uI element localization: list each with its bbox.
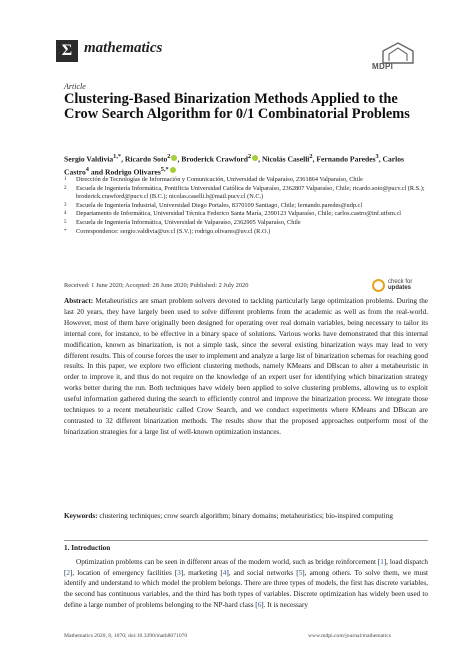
section-divider: [64, 540, 428, 541]
author-name: Fernando Paredes: [316, 154, 376, 164]
check-updates-line2: updates: [388, 285, 412, 291]
journal-logo-icon: Σ: [56, 40, 78, 62]
abstract-text: Metaheuristics are smart problem solvers devoted to tackling particularly large optimization problems. During the last 20 years, they have largely been used to solve different problems from the academic as well as from the real-world. However, most of them have originally been designed for operating over real domain variables, being necessary to tailor its internal core, for instance, to be effective in a binary space of solutions. Various works have demonstrated that this internal modification, known as binarization, is not a simple task, since the several existing binarization ways may lead to very different results. This of course forces the user to implement and analyze a large list of binarization schemas for reaching good results. In this paper, we explore two efficient clustering methods, namely KMeans and DBscan to alter a metaheuristic in order to improve it, and thus do not require on the knowledge of an expert user for identifying which binarization strategy works better during the run. Both techniques have widely been applied to solve clustering problems, allowing us to exploit useful information gathered during the search to efficiently control and improve the binarization process. We integrate those techniques to a recent metaheuristic called Crow Search, and we conduct experiments where KMeans and DBscan are contrasted to 32 different binarization methods. The results show that the proposed approaches outperform most of the binarization strategies for a large list of well-known optimization instances.: [64, 297, 428, 436]
author-affiliation-mark: 1,*: [113, 153, 122, 160]
affiliation-list: [64, 176, 428, 236]
correspondence-item: * Correspondence: sergio.valdivia@uv.cl (S.V.); rodrigo.olivares@uv.cl (R.O.): [64, 227, 271, 235]
author-affiliation-mark: 2: [247, 153, 252, 160]
citation-link[interactable]: 3: [177, 568, 181, 577]
affiliation-item: 5 Escuela de Ingeniería Informática, Universidad de Valparaíso, 2362905 Valparaíso, Chile: [64, 218, 301, 226]
author-list: Sergio Valdivia$^{1,*}$, Ricardo Soto$^2$ , Broderick Crawford$^2$ , Nicolás Caselli$^2$, Fernando Paredes$^3$, Carlos Castro$^4$ and Rodrigo Olivares$^{5,*}$: [64, 153, 405, 177]
publication-dates: Received: 1 June 2020; Accepted: 28 June 2020; Published: 2 July 2020: [64, 282, 249, 289]
author-affiliation-mark: 5,*: [160, 165, 169, 173]
orcid-icon[interactable]: [252, 155, 258, 161]
orcid-icon[interactable]: [170, 167, 176, 173]
author-affiliation-mark: 3: [375, 153, 379, 160]
affiliation-item: 2 Escuela de Ingeniería Informática, Pontificia Universidad Católica de Valparaíso, 2362807 Valparaíso, Chile; ricardo.soto@pucv.cl (R.S.); broderick.crawford@pucv.cl (B.C.); nicolas.caselli.b@mail.pucv.cl (N.C.): [64, 184, 425, 201]
affiliation-item: 3 Escuela de Ingeniería Industrial, Universidad Diego Portales, 8370109 Santiago, Chile; fernando.paredes@udp.cl: [64, 201, 363, 209]
mdpi-logo-icon: [380, 42, 416, 64]
author-name: Broderick Crawford: [181, 154, 248, 164]
citation-link[interactable]: 6: [257, 600, 262, 609]
citation-link[interactable]: 2: [66, 568, 70, 577]
author-name: Rodrigo Olivares: [105, 167, 161, 177]
orcid-icon[interactable]: [171, 155, 177, 161]
journal-name: mathematics: [84, 40, 163, 56]
affiliation-item: 4 Departamento de Informática, Universidad Técnica Federico Santa María, 2390123 Valparaíso, Chile; carlos.castro@inf.utfsm.cl: [64, 210, 402, 218]
paper-title: Clustering-Based Binarization Methods Applied to the Crow Search Algorithm for 0/1 Combinatorial Problems: [64, 91, 410, 123]
mdpi-wordmark: MDPI: [372, 62, 394, 71]
keywords-text: clustering techniques; crow search algorithm; binary domains; metaheuristics; bio-inspired computing: [99, 512, 393, 520]
author-affiliation-mark: 2: [167, 153, 171, 160]
keywords: [64, 511, 428, 522]
citation-link[interactable]: 1: [380, 558, 384, 566]
check-for-updates-button[interactable]: [372, 276, 426, 294]
keywords-label: Keywords:: [64, 512, 98, 520]
citation-link[interactable]: 5: [298, 568, 303, 577]
author-name: Ricardo Soto: [124, 154, 168, 164]
abstract: [64, 296, 428, 438]
check-updates-line1: check for: [388, 278, 413, 285]
citation-link[interactable]: 4: [222, 568, 227, 577]
affiliation-item: 1 Dirección de Tecnologías de Información y Comunicación, Universidad de Valparaíso, 2361864 Valparaíso, Chile: [64, 176, 363, 183]
author-name: Nicolás Caselli: [261, 154, 310, 164]
author-affiliation-mark: 4: [85, 165, 89, 173]
check-updates-icon: [372, 279, 385, 292]
author-name: Carlos Castro: [64, 154, 405, 177]
author-affiliation-mark: 2: [309, 153, 313, 160]
abstract-label: Abstract:: [64, 297, 94, 305]
author-name: Sergio Valdivia: [64, 154, 114, 164]
article-type-label: Article: [64, 82, 86, 91]
introduction-paragraph: Optimization problems can be seen in different areas of the modern world, such as bridge reinforcement [1], load dispatch [2], location of emergency facilities [3], marketing [4], and social networks [5], among others. To solve them, we must identify and understand to which model the problem belongs. There are three types of models, the first has discrete variables, the second has continuous variables, and the third has both types of variables. Discrete optimization has widely been used to define a large number of problems belonging to the NP-hard class [6]. It is necessary: [64, 558, 428, 609]
footer-journal-url[interactable]: www.mdpi.com/journal/mathematics: [308, 633, 391, 639]
footer-citation: Mathematics 2020, 8, 1070; doi:10.3390/math8071070: [64, 633, 188, 639]
section-heading: 1. Introduction: [64, 544, 111, 552]
